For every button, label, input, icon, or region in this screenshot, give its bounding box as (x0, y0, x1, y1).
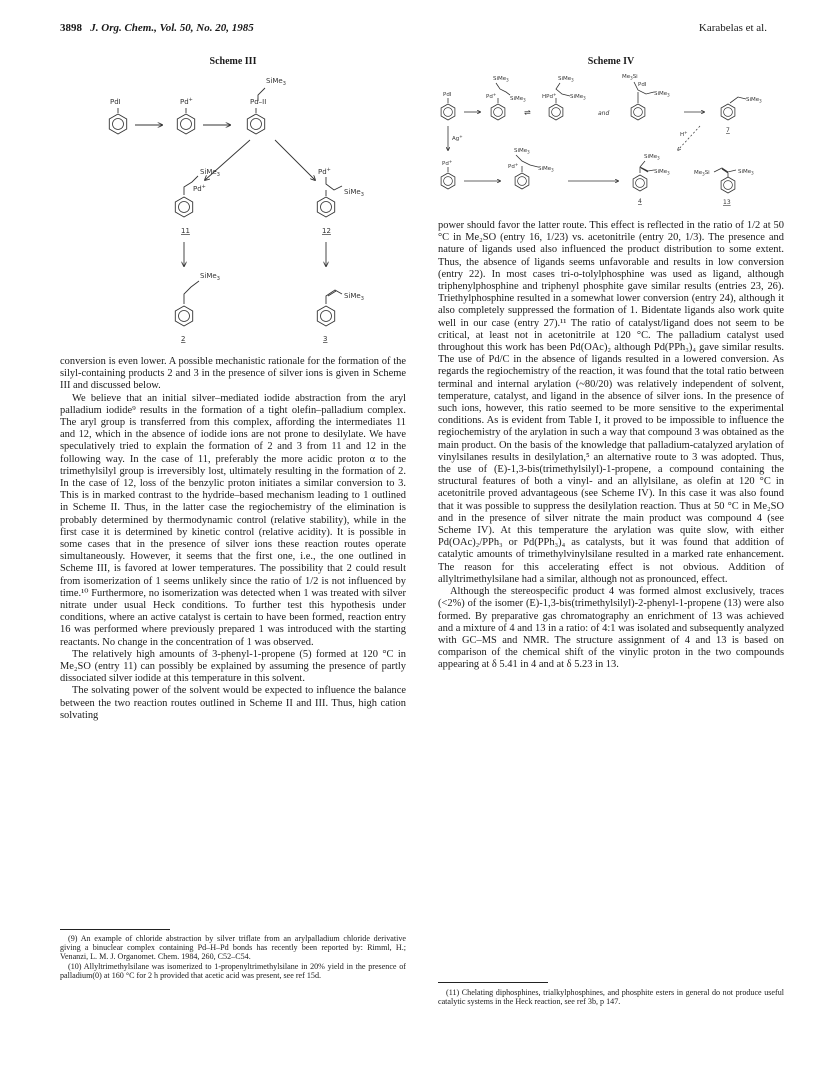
sime3-iv-a: SiMe$_3$ (493, 76, 509, 83)
pd-complex-iv (486, 76, 526, 120)
paragraph: We believe that an initial silver–mediated iodide abstraction from the aryl palladium iodide⁹ results in the formation of a tight olefin–palladium complex. The aryl group is transferred from this complex, affording the intermediates 11 and 12, which in the absence of iodide ions are not prone to desilylate. We have speculatively tried to explain the formation of 2 and 3 from 11 and 12 in the following way. In the case of 11, preferably the more acidic proton α to the trimethylsilyl group is irreversibly lost, ultimately resulting in the formation of 2. In the case of 12, loss of the benzylic proton initiates a similar conversion to 3. This is in marked contrast to the hydride–based mechanism leading to 1 outlined in Scheme II. Thus, in the latter case the regiochemistry of the elimination is probably determined by thermodynamic control (relative stability), while in the first case it is determined by kinetic control (relative acidity). It is possible in some cases that in the presence of silver ions these reaction routes operate simultaneously. However, it seems that the first one, i.e., the one outlined in Scheme III, is favored at lower temperatures. The possibility that 2 could result from isomerization of 1 seems unlikely since the ratio of 1/2 is not influenced by time.¹⁰ Furthermore, no isomerization was detected when 1 was treated with silver nitrate under usual Heck conditions. To further test this hypothesis under conditions, where an active catalyst is certain to have been formed, reaction entry 16 was performed where previously prepared 1 was introduced with the starting reactants. No change in the concentration of 1 was observed. (60, 392, 406, 648)
me3si-label: $Me_3Si$ (622, 74, 638, 81)
right-column (438, 220, 784, 672)
arrow-to-12 (275, 140, 315, 180)
page-number: 3898 (60, 22, 82, 34)
footnote-10: (10) Allyltrimethylsilane was isomerized to 1-propenyltrimethylsilane in 20% yield in the presence of palladium(0) at 160 °C for 2 h provided that acetic acid was present, see ref 15d. (60, 961, 406, 980)
footnote-11: (11) Chelating diphosphines, trialkylphosphines, and phosphite esters in general do not produce useful catalytic systems in the Heck reaction, see ref 3b, p 147. (438, 988, 784, 1007)
journal-name: J. Org. Chem., (90, 22, 157, 34)
left-column (60, 356, 406, 722)
pd-plus-12: Pd+ (318, 167, 331, 176)
ag-plus-label: Ag+ (452, 134, 463, 142)
header-left (60, 22, 254, 34)
sime3-iv-c: SiMe$_3$ (558, 76, 574, 83)
compound-13-structure (694, 168, 754, 206)
footnotes-right (438, 988, 784, 1006)
sime3-label-top: SiMe$_3$ (266, 77, 286, 87)
olefin-pd-complex (247, 77, 286, 134)
hpd-label: HPd+ (542, 92, 557, 100)
sime3-label-3: SiMe$_3$ (344, 292, 364, 302)
pdi-complex-iv (622, 74, 670, 120)
pd-complex-iv-row2 (508, 148, 554, 189)
pd-plus-iv-row2: Pd+ (442, 159, 453, 167)
pd-plus-label: Pd+ (180, 97, 193, 106)
author-line: Karabelas et al. (698, 22, 767, 34)
sime3-iv-b: SiMe$_3$ (510, 96, 526, 103)
equilibrium-sign: ⇌ (524, 108, 531, 117)
sime3-iv-h: SiMe$_3$ (538, 166, 554, 173)
sime3-iv-f: SiMe$_3$ (746, 97, 762, 104)
compound-4-number: 4 (638, 198, 642, 205)
compound-11-number: 11 (181, 227, 190, 235)
pd-plus-11: Pd+ (193, 184, 206, 193)
scheme-4-diagram (438, 70, 784, 210)
compound-4-structure (633, 154, 670, 205)
intermediate-11 (175, 168, 220, 235)
aryl-palladium-iodide (109, 98, 126, 134)
dotted-arrow (678, 126, 700, 150)
aryl-pd-iodide-iv (441, 92, 455, 120)
compound-2-number: 2 (181, 335, 186, 343)
pdi-label: PdI (110, 98, 121, 106)
running-header (60, 22, 767, 38)
compound-13-number: 13 (723, 199, 731, 206)
aryl-palladium-cation (177, 97, 194, 134)
footnote-9: (9) An example of chloride abstraction by silver triflate from an arylpalladium chloride derivative giving a binuclear complex containing Pd–H–Pd bonds has recently been reported by: Rimml, H.; Venanzi, L. M. J. Organomet. Chem. 1984, 260, C52–C54. (60, 934, 406, 962)
scheme-4-title: Scheme IV (587, 56, 635, 67)
sime3-iv-e: SiMe$_3$ (654, 91, 670, 98)
sime3-label-2: SiMe$_3$ (200, 272, 220, 282)
me3si-label-13: $Me_3Si$ (694, 170, 710, 177)
and-word: and (598, 110, 610, 117)
sime3-label-11: SiMe$_3$ (200, 168, 220, 178)
product-2 (175, 272, 220, 343)
h-plus-label: H+ (680, 130, 688, 138)
compound-7-structure (721, 97, 762, 134)
sime3-label-12: SiMe$_3$ (344, 188, 364, 198)
footnotes-left (60, 934, 406, 980)
pdi-label-iv: PdI (443, 92, 452, 98)
pd-plus-iv-row2b: Pd+ (508, 162, 519, 170)
paragraph: conversion is even lower. A possible mechanistic rationale for the formation of the silyl-containing products 2 and 3 in the presence of silver ions is given in Scheme III and discussed below. (60, 356, 406, 392)
sime3-iv-k: SiMe$_3$ (738, 169, 754, 176)
paragraph: The relatively high amounts of 3-phenyl-1-propene (5) formed at 120 °C in Me₂SO (entry 11) can possibly be explained by assuming the presence of partly dissociated silver iodide at this temperature in this solvent. (60, 648, 406, 685)
compound-7-number: 7 (726, 127, 730, 134)
volume-issue: Vol. 50, No. 20, 1985 (159, 22, 254, 34)
product-3 (317, 290, 364, 343)
pd-ii-label: Pd–II (250, 98, 267, 106)
scheme-3-title: Scheme III (209, 56, 257, 67)
intermediate-12 (317, 167, 364, 235)
paragraph: Although the stereospecific product 4 was formed almost exclusively, traces (<2%) of the isomer (E)-1,3-bis(trimethylsilyl)-2-phenyl-1-propene (13) were also formed. By preparative gas chromatography an enrichment of 13 was achieved and a mixture of 4 and 13 in a ratio: of 4:1 was isolated and subsequently analyzed with GC–MS and NMR. The structure assignment of 4 and 13 is based on comparison of the chemical shift of the vinylic proton in the two compounds appearing at δ 5.41 in 4 and at δ 5.23 in 13. (438, 586, 784, 671)
sime3-iv-j: SiMe$_3$ (654, 169, 670, 176)
paragraph: power should favor the latter route. This effect is reflected in the ratio of 1/2 at 50 °C in Me₂SO (entry 16, 1/23) vs. acetonitrile (entry 20, 1/3). The presence and nature of ligands used also influenced the product distribution to some extent. Thus, the absence of ligands seems unfavorable and results in low conversion (entry 22). In most cases tri-o-tolylphosphine was used as ligand, although triphenylphosphine and triphenyl phosphite gave similar results (entries 23, 26). Triethylphosphine resulted in a somewhat lower conversion (entry 24), although it also completely suppressed the formation of 1. Bidentate ligands also work quite well in our case (entry 27).¹¹ The ratio of catalyst/ligand does not seem to be critical, at least not in acetonitrile at 120 °C. The palladium catalyst used throughout this work has been Pd(OAc)₂ although Pd(PPh₃)₄ gave similar results. The use of Pd/C in the absence of ligands resulted in a lowered conversion. As regards the regiochemistry of the reaction, it was found that the total ratio between terminal and internal arylation (~80/20) was relatively independent of solvent, temperature, catalyst, and ligand in the absence of silver ions. In the presence of such ions, however, this ratio seemed to be more sensitive to the experimental conditions. As is evident from Table I, it proved to be impossible to influence the regiochemistry of the arylation in such a way that compound 3 was obtained as the main product. On the basis of the knowledge that palladium-catalyzed arylation of vinylsilanes results in desilylation,⁵ an alternative route to 3 was adopted. Thus, the use of (E)-1,3-bis(trimethylsilyl)-1-propene, a compound containing the structural features of both a vinyl- and an allylsilane, as olefin at 120 °C in acetonitrile proved advantageous (see Scheme IV). In this case it was also found that it was possible to suppress the desilylation reaction. Thus at 50 °C in Me₂SO and in the presence of silver nitrate the main product was compound 4 (see Scheme IV). At this temperature the arylation was quite slow, with either Pd(OAc)₂/PPh₃ or Pd(PPh₃)₄ as catalysts, but it was found that addition of catalytic amounts of trimethylvinylsilane resulted in a marked rate enhancement. The reason for this accelerating effect is not obvious. Addition of allyltrimethylsilane had a similar, although not as pronounced, effect. (438, 220, 784, 585)
compound-3-number: 3 (323, 335, 328, 343)
sime3-iv-i: SiMe$_3$ (644, 154, 660, 161)
pd-plus-iv: Pd+ (486, 92, 497, 100)
sime3-iv-g: SiMe$_3$ (514, 148, 530, 155)
aryl-pd-cation-iv (441, 159, 455, 189)
compound-12-number: 12 (322, 227, 331, 235)
pdi-label-top: PdI (638, 82, 647, 88)
scheme-3-diagram (60, 70, 406, 355)
paragraph: The solvating power of the solvent would be expected to influence the balance between the two reaction routes outlined in Scheme II and III. Thus, high cation solvating (60, 685, 406, 721)
hpd-complex-iv (542, 76, 586, 120)
footnote-rule (438, 982, 548, 983)
footnote-rule (60, 929, 170, 930)
sime3-iv-d: SiMe$_3$ (570, 94, 586, 101)
